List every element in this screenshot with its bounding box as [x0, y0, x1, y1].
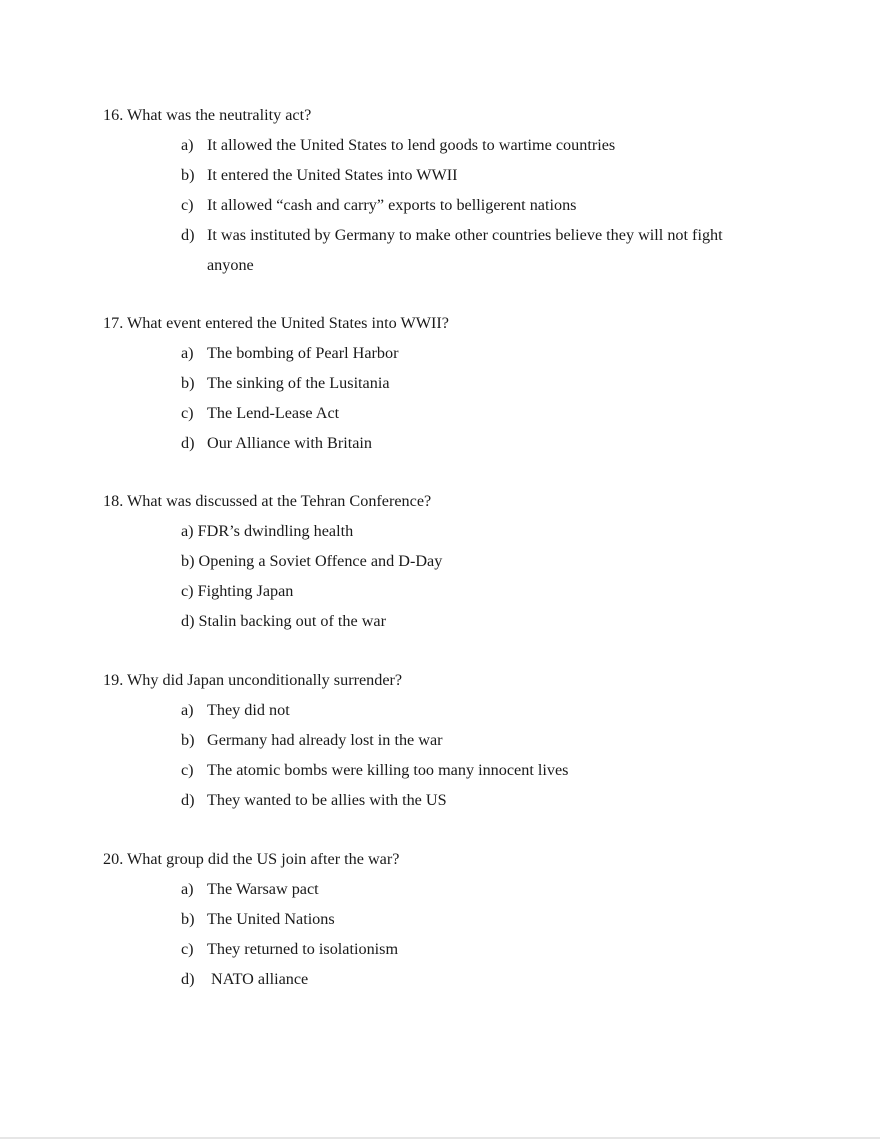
option-text: They wanted to be allies with the US: [207, 791, 447, 809]
option-letter: a): [181, 880, 194, 898]
answer-options: [181, 338, 783, 458]
question-20-prompt: [103, 844, 783, 874]
option-text: NATO alliance: [211, 970, 309, 988]
option-letter: b): [181, 166, 195, 184]
answer-option-b: [181, 546, 783, 576]
question-16-prompt: [103, 100, 783, 130]
option-text: The sinking of the Lusitania: [207, 374, 390, 392]
option-letter: c): [181, 940, 194, 958]
answer-option-a: [181, 130, 783, 160]
question-text: What was the neutrality act?: [127, 106, 312, 124]
question-18: [103, 486, 783, 636]
option-text: Germany had already lost in the war: [207, 731, 443, 749]
option-letter: b): [181, 374, 195, 392]
question-16: [103, 100, 783, 280]
answer-option-c: [181, 576, 783, 606]
option-text: They returned to isolationism: [207, 940, 399, 958]
option-text: Our Alliance with Britain: [207, 434, 372, 452]
option-text: The Warsaw pact: [207, 880, 319, 898]
answer-option-c: [181, 190, 783, 220]
answer-option-b: [181, 160, 783, 190]
option-text: a) FDR’s dwindling health: [181, 522, 354, 540]
option-text: d) Stalin backing out of the war: [181, 612, 386, 630]
option-letter: a): [181, 136, 194, 154]
question-text: What event entered the United States into WWII?: [127, 314, 449, 332]
answer-option-c: [181, 398, 783, 428]
option-letter: d): [181, 434, 195, 452]
answer-option-d: [181, 964, 783, 994]
question-number: 16.: [103, 106, 124, 124]
option-text: The bombing of Pearl Harbor: [207, 344, 399, 362]
question-17: [103, 308, 783, 458]
option-text: The Lend-Lease Act: [207, 404, 340, 422]
option-text: They did not: [207, 701, 290, 719]
answer-option-c: [181, 934, 783, 964]
answer-option-a: [181, 695, 783, 725]
option-text: b) Opening a Soviet Offence and D-Day: [181, 552, 443, 570]
option-text: c) Fighting Japan: [181, 582, 294, 600]
option-text: It allowed “cash and carry” exports to belligerent nations: [207, 196, 577, 214]
question-19: [103, 665, 783, 815]
answer-option-d: [181, 428, 783, 458]
answer-options: [181, 695, 783, 815]
option-letter: b): [181, 910, 195, 928]
question-number: 17.: [103, 314, 124, 332]
question-19-prompt: [103, 665, 783, 695]
answer-option-b: [181, 368, 783, 398]
option-letter: d): [181, 970, 195, 988]
answer-options: [181, 130, 783, 280]
question-number: 19.: [103, 671, 124, 689]
answer-option-a: [181, 516, 783, 546]
question-number: 20.: [103, 850, 124, 868]
option-text: The United Nations: [207, 910, 335, 928]
option-letter: a): [181, 344, 194, 362]
option-letter: d): [181, 791, 195, 809]
answer-option-c: [181, 755, 783, 785]
option-letter: a): [181, 701, 194, 719]
option-text: It was instituted by Germany to make other countries believe they will not fight anyone: [207, 226, 723, 274]
question-text: What was discussed at the Tehran Conference?: [127, 492, 432, 510]
answer-option-a: [181, 874, 783, 904]
option-text: The atomic bombs were killing too many innocent lives: [207, 761, 569, 779]
answer-option-a: [181, 338, 783, 368]
option-letter: b): [181, 731, 195, 749]
question-20: [103, 844, 783, 994]
answer-option-d: [181, 220, 783, 280]
answer-options: [181, 516, 783, 636]
option-letter: c): [181, 404, 194, 422]
option-letter: c): [181, 196, 194, 214]
question-text: Why did Japan unconditionally surrender?: [127, 671, 403, 689]
answer-options: [181, 874, 783, 994]
question-18-prompt: [103, 486, 783, 516]
option-letter: c): [181, 761, 194, 779]
answer-option-d: [181, 606, 783, 636]
answer-option-b: [181, 725, 783, 755]
answer-option-d: [181, 785, 783, 815]
question-number: 18.: [103, 492, 124, 510]
option-text: It entered the United States into WWII: [207, 166, 458, 184]
option-text: It allowed the United States to lend goods to wartime countries: [207, 136, 616, 154]
answer-option-b: [181, 904, 783, 934]
question-text: What group did the US join after the war?: [127, 850, 400, 868]
option-letter: d): [181, 226, 195, 244]
question-17-prompt: [103, 308, 783, 338]
